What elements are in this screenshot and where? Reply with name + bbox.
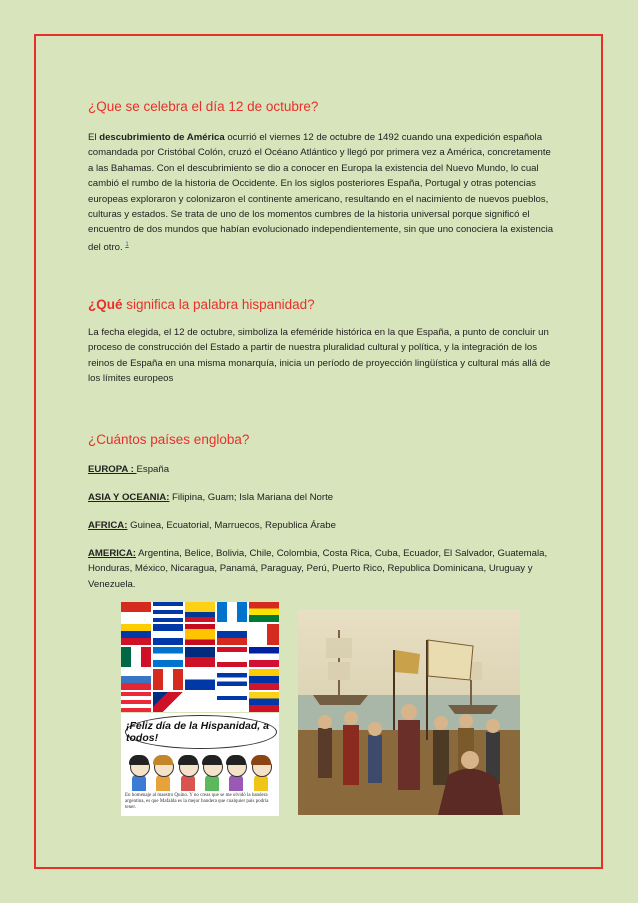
flag-icon bbox=[217, 669, 247, 689]
columbus-landing-painting bbox=[298, 610, 520, 815]
heading-countries: ¿Cuántos países engloba? bbox=[88, 432, 250, 447]
flags-collage-image bbox=[121, 602, 279, 712]
continent-europe: EUROPA : España bbox=[88, 464, 170, 475]
character-icon bbox=[201, 757, 223, 791]
paragraph-hispanidad: La fecha elegida, el 12 de octubre, simboliza la efeméride histórica en la que España, a punto de concluir un proceso de construcción del Estado a partir de nuestra pluralidad cultural y política, y la integración de los reinos de España en una misma monarquía, inicia un período de proyección lingüística y cultural más allá de los límites europeos bbox=[88, 327, 551, 385]
flag-icon bbox=[121, 692, 151, 712]
flag-icon bbox=[217, 602, 247, 622]
bold-discovery: descubrimiento de América bbox=[99, 132, 225, 143]
flag-icon bbox=[249, 692, 279, 712]
flag-icon bbox=[153, 602, 183, 622]
hispanidad-banner-image bbox=[121, 713, 279, 816]
heading-celebration: ¿Que se celebra el día 12 de octubre? bbox=[88, 99, 319, 114]
flag-icon bbox=[121, 624, 151, 644]
flag-icon bbox=[153, 624, 183, 644]
flag-icon bbox=[185, 692, 215, 712]
character-icon bbox=[128, 757, 150, 791]
continent-asia-oceania: ASIA Y OCEANIA: Filipina, Guam; Isla Mariana del Norte bbox=[88, 492, 334, 503]
cartoon-characters bbox=[127, 753, 273, 791]
flag-icon bbox=[217, 647, 247, 667]
flag-icon bbox=[153, 647, 183, 667]
footnote-link[interactable]: 1 bbox=[125, 241, 129, 248]
continent-america: AMERICA: Argentina, Belice, Bolivia, Chile, Colombia, Costa Rica, Cuba, Ecuador, El Salvador, Guatemala, Honduras, México, Nicaragua, Panamá, Paraguay, Perú, Puerto Rico, Republica Dominicana, Uruguay y Venezuela. bbox=[88, 548, 548, 590]
banner-speech-bubble: ¡Feliz día de la Hispanidad, a todos! bbox=[125, 715, 277, 749]
paragraph-discovery: El descubrimiento de América ocurrió el viernes 12 de octubre de 1492 cuando una expedición española comandada por Cristóbal Colón, cruzó el Océano Atlántico y llegó por primera vez a América, concretamente a las Bahamas. Con el descubrimiento se dio a conocer en Europa la existencia del Nuevo Mundo, lo cual cambió el rumbo de la historia de Occidente. En los siglos posteriores España, Portugal y otras potencias europeas exploraron y colonizaron el continente americano, resultando en el nacimiento de nuevos pueblos, culturas y estados. Se trata de uno de los momentos cumbres de la historia universal porque significó el encuentro de dos mundos que habían evolucionado independientemente, sin que uno conociera la existencia del otro. $^1$ bbox=[88, 132, 554, 254]
character-icon bbox=[225, 757, 247, 791]
flag-icon bbox=[153, 692, 183, 712]
flag-icon bbox=[121, 602, 151, 622]
character-icon bbox=[177, 757, 199, 791]
flag-icon bbox=[121, 647, 151, 667]
flag-icon bbox=[185, 669, 215, 689]
flag-icon bbox=[217, 692, 247, 712]
flag-icon bbox=[185, 647, 215, 667]
flag-icon bbox=[185, 602, 215, 622]
flag-icon bbox=[249, 624, 279, 644]
banner-caption: En homenaje al maestro Quino. Y no creas que se me olvidó la bandera argentina, es que Mafalda es la mejor bandera que cualquier país podría tener. bbox=[125, 793, 269, 810]
flag-icon bbox=[217, 624, 247, 644]
flag-icon bbox=[249, 647, 279, 667]
flag-icon bbox=[153, 669, 183, 689]
flag-icon bbox=[185, 624, 215, 644]
continent-africa: AFRICA: Guinea, Ecuatorial, Marruecos, Republica Árabe bbox=[88, 520, 336, 531]
flag-icon bbox=[249, 602, 279, 622]
heading-hispanidad: ¿Qué significa la palabra hispanidad? bbox=[88, 297, 315, 312]
flag-icon bbox=[249, 669, 279, 689]
character-icon bbox=[152, 757, 174, 791]
character-icon bbox=[250, 757, 272, 791]
flag-icon bbox=[121, 669, 151, 689]
